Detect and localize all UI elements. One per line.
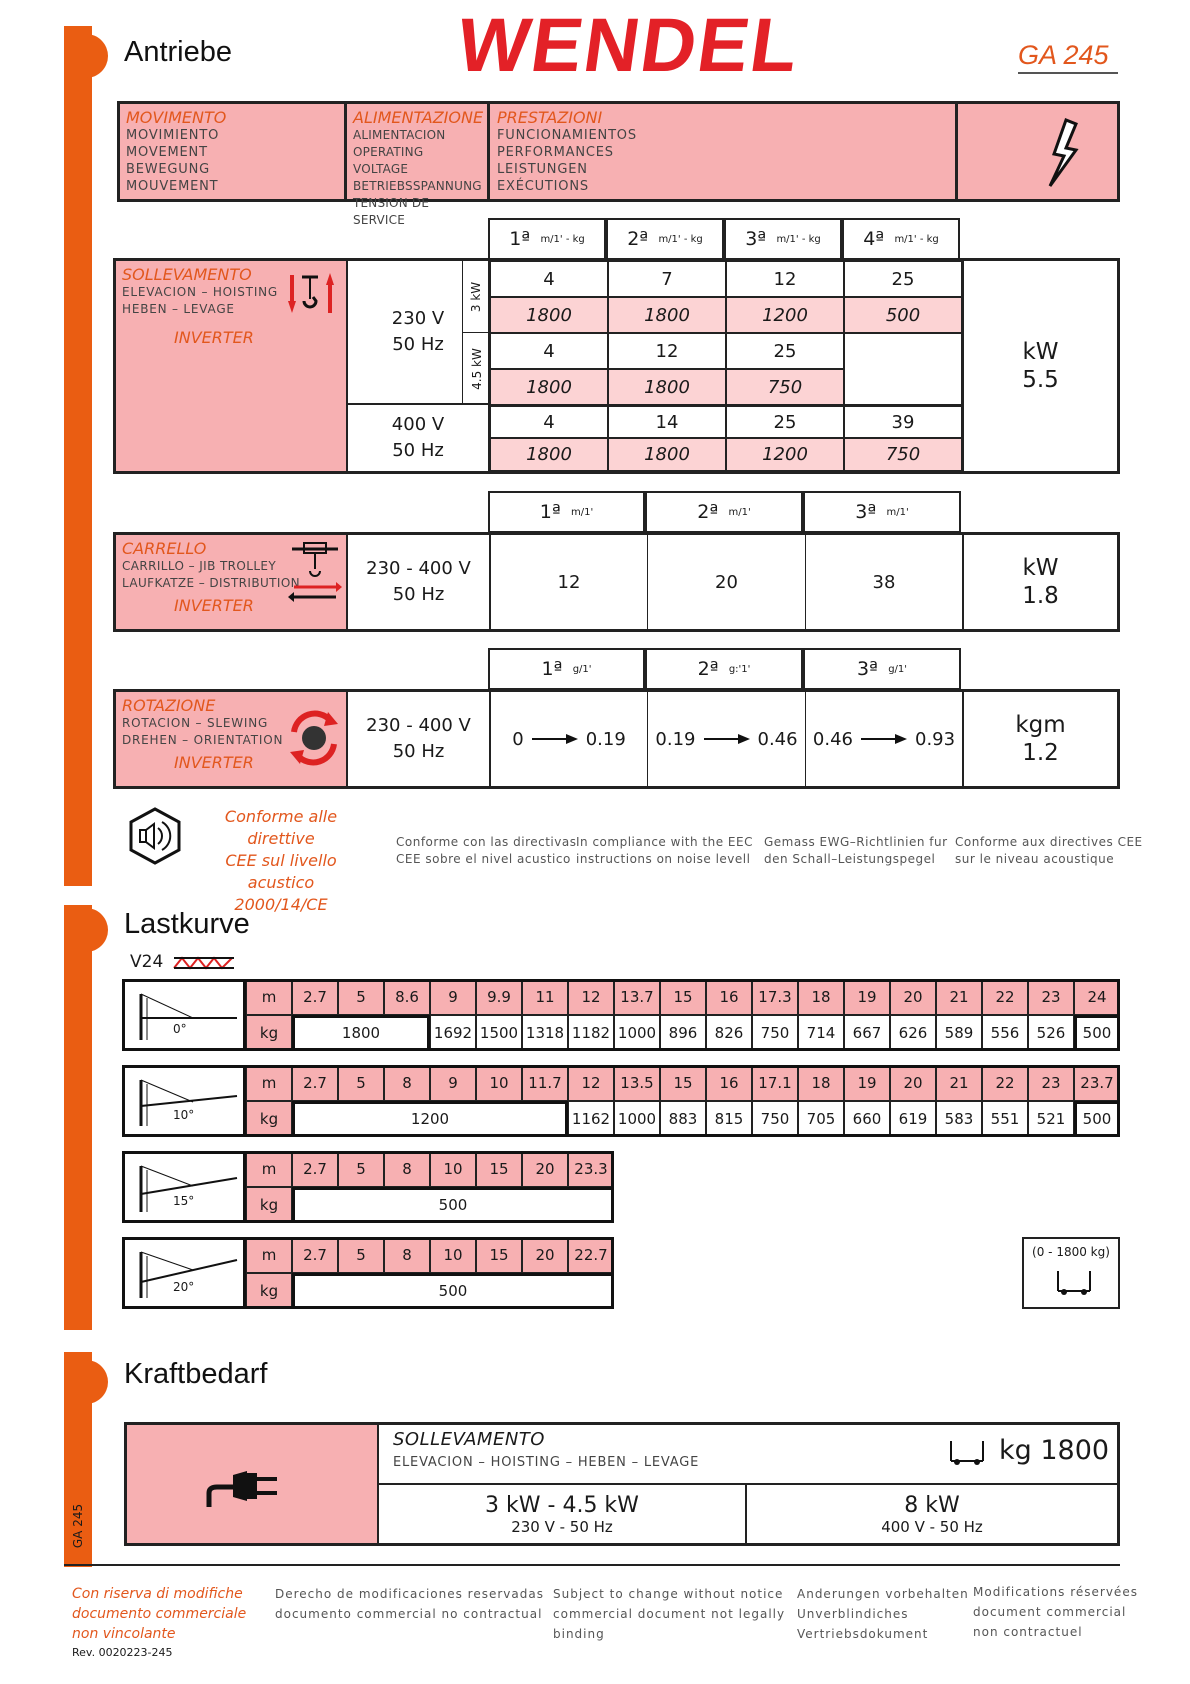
rotation-line: ROTACION – SLEWING	[122, 716, 269, 730]
radius-cell: 23.7	[1074, 1065, 1120, 1101]
radius-cell: 15	[660, 979, 706, 1015]
noise-en-line: instructions on noise levell	[576, 852, 751, 866]
noise-fr-line: Conforme aux directives CEE	[955, 835, 1143, 849]
hoist-kg-cell: 1800	[608, 369, 726, 405]
header-movimento-de: BEWEGUNG	[126, 162, 210, 177]
header-alimentazione-es: ALIMENTACION	[353, 128, 446, 142]
radius-cell: 10	[430, 1151, 476, 1187]
radius-cell: 24	[1074, 979, 1120, 1015]
capacity-cell: 750	[752, 1101, 798, 1137]
rotation-title: ROTAZIONE	[122, 696, 216, 715]
crane-angle-label: 15°	[173, 1194, 195, 1208]
hoist-speed-cell: 4	[490, 333, 608, 369]
trolley-value: 38	[872, 571, 896, 593]
hoist-kg-cell: 1800	[490, 369, 608, 405]
capacity-cell: 1000	[614, 1101, 660, 1137]
header-movimento-title: MOVIMENTO	[126, 108, 227, 127]
footer-de-line: Vertriebsdokument	[797, 1627, 929, 1641]
hoist-speed-head: 1ª	[509, 228, 531, 250]
radius-cell: 12	[568, 1065, 614, 1101]
rotation-line: DREHEN – ORIENTATION	[122, 733, 284, 747]
radius-cell: 17.1	[752, 1065, 798, 1101]
rotation-headers	[488, 648, 961, 690]
radius-cell: 10	[430, 1237, 476, 1273]
trolley-voltage-cell	[348, 535, 491, 629]
radius-cell: 5	[338, 1065, 384, 1101]
trolley-label-cell	[116, 535, 348, 629]
arrow-right-icon	[861, 734, 907, 744]
load-curve-20	[122, 1237, 622, 1309]
radius-cell: 13.7	[614, 979, 660, 1015]
power-option-voltage: 230 V - 50 Hz	[511, 1517, 613, 1536]
trolley-value: 20	[648, 535, 806, 629]
row-label-m: m	[246, 979, 292, 1015]
section-tab-antriebe	[64, 34, 108, 78]
hoist-kw3-label: 3 kW	[469, 281, 484, 312]
section-tab-lastkurve	[64, 908, 108, 952]
radius-cell: 19	[844, 1065, 890, 1101]
row-label-m: m	[246, 1237, 292, 1273]
radius-cell: 23	[1028, 1065, 1074, 1101]
radius-cell: 22.7	[568, 1237, 614, 1273]
hoist-speed-cell: 4	[490, 405, 608, 438]
capacity-cell: 705	[798, 1101, 844, 1137]
power-load: kg 1800	[999, 1435, 1110, 1466]
header-alimentazione	[347, 104, 490, 227]
rotation-head: 2ª	[697, 658, 719, 680]
hoist-speed-unit: m/1' - kg	[540, 233, 585, 245]
radius-cell: 8	[384, 1065, 430, 1101]
power-option-400	[747, 1485, 1117, 1543]
hoist-speed-cell: 39	[844, 405, 962, 438]
trolley-frequency: 50 Hz	[392, 584, 445, 605]
footer-fr-line: document commercial	[973, 1605, 1127, 1619]
power-option-kw: 3 kW - 4.5 kW	[485, 1492, 639, 1518]
rotation-table	[113, 689, 1120, 789]
capacity-span-cell: 500	[292, 1187, 614, 1223]
rotation-range-from: 0.19	[655, 728, 696, 750]
hoist-title: SOLLEVAMENTO	[122, 265, 252, 284]
drive-header-table	[117, 101, 1120, 227]
noise-it-line: 2000/14/CE	[234, 895, 328, 914]
radius-cell: 11.7	[522, 1065, 568, 1101]
hoist-value-grid	[490, 261, 962, 471]
noise-en-line: In compliance with the EEC	[576, 835, 753, 849]
row-label-kg: kg	[246, 1015, 292, 1051]
radius-cell: 22	[982, 979, 1028, 1015]
jib-label: V24	[130, 952, 164, 972]
hoist-speed-cell: 7	[608, 261, 726, 297]
trolley-unit: m/1'	[570, 506, 594, 518]
hoist-speed-cell: 25	[726, 405, 844, 438]
arrow-right-icon	[532, 734, 578, 744]
hoist-inverter: INVERTER	[174, 328, 254, 347]
header-alimentazione-de: BETRIEBSSPANNUNG	[353, 179, 482, 193]
capacity-cell: 500	[1074, 1015, 1120, 1051]
jib-icon	[172, 955, 238, 971]
hoist-line: HEBEN – LEVAGE	[122, 302, 235, 316]
rotation-power-cell	[962, 692, 1117, 786]
capacity-cell: 1318	[522, 1015, 568, 1051]
hoist-kg-cell: 500	[844, 297, 962, 333]
trolley-head: 1ª	[539, 501, 561, 523]
trolley-table	[113, 532, 1120, 632]
trolley-line: CARRILLO – JIB TROLLEY	[122, 559, 277, 573]
footer-en-line: commercial document not legally	[553, 1607, 786, 1621]
capacity-cell: 521	[1028, 1101, 1074, 1137]
crane-angle-label: 20°	[173, 1280, 195, 1294]
trolley-head: 2ª	[697, 501, 719, 523]
radius-cell: 16	[706, 1065, 752, 1101]
capacity-cell: 896	[660, 1015, 706, 1051]
capacity-cell: 815	[706, 1101, 752, 1137]
row-label-kg: kg	[246, 1273, 292, 1309]
section-title-antriebe: Antriebe	[124, 36, 233, 68]
footer-it-line: non vincolante	[72, 1626, 176, 1642]
footer-it-line: documento commerciale	[72, 1606, 247, 1622]
radius-cell: 20	[522, 1151, 568, 1187]
radius-cell: 8.6	[384, 979, 430, 1015]
header-alimentazione-title: ALIMENTAZIONE	[353, 108, 484, 127]
hoist-speed-unit: m/1' - kg	[894, 233, 939, 245]
capacity-cell: 883	[660, 1101, 706, 1137]
footer-de-line: Anderungen vorbehalten	[797, 1587, 969, 1601]
radius-cell: 20	[890, 1065, 936, 1101]
radius-cell: 5	[338, 1237, 384, 1273]
hoist-speed-cell: 25	[844, 261, 962, 297]
radius-cell: 19	[844, 979, 890, 1015]
footer-en-line: binding	[553, 1627, 605, 1641]
hoist-kg-cell: 1800	[490, 438, 608, 471]
header-prestazioni-fr: EXÉCUTIONS	[497, 179, 589, 194]
hoist-kw45-label-cell	[462, 333, 490, 405]
header-prestazioni-title: PRESTAZIONI	[497, 108, 603, 127]
footer-fr-line: non contractuel	[973, 1625, 1083, 1639]
radius-cell: 22	[982, 1065, 1028, 1101]
trolley-unit: m/1'	[886, 506, 909, 518]
rotation-unit: g/1'	[888, 663, 908, 675]
section-bar-antriebe	[64, 26, 92, 886]
radius-cell: 5	[338, 979, 384, 1015]
footer-es-line: Derecho de modificaciones reservadas	[275, 1587, 544, 1601]
noise-en	[576, 834, 753, 868]
radius-cell: 20	[522, 1237, 568, 1273]
noise-de	[764, 834, 948, 868]
section-title-kraftbedarf: Kraftbedarf	[124, 1358, 268, 1390]
power-title: SOLLEVAMENTO	[393, 1429, 545, 1450]
rotation-range-to: 0.93	[915, 728, 956, 750]
radius-cell: 15	[660, 1065, 706, 1101]
hoist-speed-cell: 25	[726, 333, 844, 369]
radius-cell: 17.3	[752, 979, 798, 1015]
arrow-right-icon	[704, 734, 750, 744]
hook-block-icon	[1054, 1269, 1094, 1299]
side-model-label: GA 245	[71, 1503, 86, 1549]
rotation-frequency: 50 Hz	[392, 741, 445, 762]
capacity-cell: 714	[798, 1015, 844, 1051]
trolley-line: LAUFKATZE – DISTRIBUTION	[122, 576, 301, 590]
hoist-speed-head: 3ª	[745, 228, 767, 250]
power-plug-icon	[203, 1461, 283, 1511]
section-title-lastkurve: Lastkurve	[124, 908, 250, 940]
hoist-kg-cell: 1200	[726, 438, 844, 471]
footer-it	[72, 1584, 246, 1644]
header-prestazioni	[490, 104, 958, 199]
noise-fr	[955, 834, 1143, 868]
radius-cell: 9	[430, 979, 476, 1015]
power-plug-cell	[127, 1425, 379, 1543]
load-curve-0	[122, 979, 1120, 1051]
model-underline	[1018, 72, 1118, 74]
noise-de-line: den Schall–Leistungspegel	[764, 852, 936, 866]
trolley-power-unit: kW	[1022, 555, 1059, 581]
capacity-span-cell: 1800	[292, 1015, 430, 1051]
hoist-speed-headers	[488, 218, 958, 258]
rotation-voltage-cell	[348, 692, 491, 786]
trolley-power-value: 1.8	[1022, 583, 1059, 609]
noise-fr-line: sur le niveau acoustique	[955, 852, 1115, 866]
capacity-cell: 526	[1028, 1015, 1074, 1051]
footer-es-line: documento commercial no contractual	[275, 1607, 543, 1621]
header-movimento-es: MOVIMIENTO	[126, 128, 220, 143]
footer-de	[797, 1584, 969, 1644]
section-bar-lastkurve	[64, 905, 92, 1330]
footer-en	[553, 1584, 785, 1644]
rotation-icon	[286, 710, 342, 766]
capacity-cell: 589	[936, 1015, 982, 1051]
noise-icon	[126, 806, 184, 866]
rotation-range-from: 0.46	[812, 728, 853, 750]
capacity-cell: 556	[982, 1015, 1028, 1051]
hoist-voltage-value: 400 V	[391, 414, 445, 435]
rotation-power-value: 1.2	[1022, 740, 1059, 766]
footer-it-line: Con riserva di modifiche	[72, 1586, 243, 1602]
radius-cell: 23	[1028, 979, 1074, 1015]
crane-jib-icon	[133, 988, 241, 1044]
radius-cell: 8	[384, 1237, 430, 1273]
noise-de-line: Gemass EWG–Richtlinien fur	[764, 835, 948, 849]
rotation-unit: g:'1'	[728, 663, 751, 675]
hoist-speed-cell: 14	[608, 405, 726, 438]
hoist-kg-cell: 750	[726, 369, 844, 405]
model-label: GA 245	[1018, 40, 1109, 70]
radius-cell: 15	[476, 1237, 522, 1273]
hoist-kg-cell: 1800	[608, 297, 726, 333]
capacity-span-cell: 500	[292, 1273, 614, 1309]
header-movimento-fr: MOUVEMENT	[126, 179, 219, 194]
radius-cell: 16	[706, 979, 752, 1015]
hoist-power-unit: kW	[1022, 339, 1059, 365]
crane-angle-cell	[122, 979, 246, 1051]
capacity-cell: 583	[936, 1101, 982, 1137]
rotation-range-to: 0.46	[757, 728, 798, 750]
capacity-cell: 660	[844, 1101, 890, 1137]
radius-cell: 11	[522, 979, 568, 1015]
footer-divider	[64, 1564, 1120, 1566]
rotation-inverter: INVERTER	[174, 753, 254, 772]
radius-cell: 10	[476, 1065, 522, 1101]
crane-angle-cell	[122, 1237, 246, 1309]
hoist-speed-head: 4ª	[863, 228, 885, 250]
power-option-230	[379, 1485, 747, 1543]
capacity-cell: 500	[1074, 1101, 1120, 1137]
trolley-power-cell	[962, 535, 1117, 629]
radius-cell: 15	[476, 1151, 522, 1187]
radius-cell: 23.3	[568, 1151, 614, 1187]
radius-cell: 2.7	[292, 979, 338, 1015]
rotation-range-to: 0.19	[585, 728, 626, 750]
footer-es	[275, 1584, 544, 1624]
hoist-kg-cell: 750	[844, 438, 962, 471]
hoist-voltage-value: 230 V	[391, 308, 445, 329]
radius-cell: 21	[936, 979, 982, 1015]
capacity-cell: 626	[890, 1015, 936, 1051]
hoist-speed-cell: 12	[608, 333, 726, 369]
hoist-label-cell	[116, 261, 348, 471]
power-option-voltage: 400 V - 50 Hz	[881, 1517, 983, 1536]
hoist-speed-head: 2ª	[627, 228, 649, 250]
crane-angle-cell	[122, 1151, 246, 1223]
radius-cell: 18	[798, 979, 844, 1015]
radius-cell: 20	[890, 979, 936, 1015]
radius-cell: 2.7	[292, 1151, 338, 1187]
noise-it-line: Conforme alle direttive	[224, 807, 338, 848]
hoist-frequency-value: 50 Hz	[392, 440, 444, 461]
row-label-m: m	[246, 1065, 292, 1101]
radius-cell: 9	[430, 1065, 476, 1101]
hoist-speed-cell: 12	[726, 261, 844, 297]
noise-es-line: Conforme con las directivas	[396, 835, 577, 849]
section-tab-kraftbedarf	[64, 1360, 108, 1404]
hoist-frequency-value: 50 Hz	[392, 334, 444, 355]
header-movimento-en: MOVEMENT	[126, 145, 208, 160]
capacity-cell: 1162	[568, 1101, 614, 1137]
crane-angle-label: 10°	[173, 1108, 195, 1122]
header-movimento	[120, 104, 347, 199]
load-curve-15	[122, 1151, 622, 1223]
brand-logo: WENDEL	[452, 3, 806, 88]
header-alimentazione-fr: TENSION DE SERVICE	[353, 196, 430, 227]
hoist-speed-unit: m/1' - kg	[658, 233, 703, 245]
hoist-speed-cell: 4	[490, 261, 608, 297]
rotation-head: 1ª	[541, 658, 563, 680]
power-header-cell	[379, 1425, 1117, 1485]
rotation-voltage: 230 - 400 V	[366, 715, 471, 736]
lightning-icon	[1020, 112, 1100, 192]
hook-range-label: (0 - 1800 kg)	[1032, 1245, 1110, 1259]
revision-label: Rev. 0020223-245	[72, 1646, 173, 1659]
noise-es	[396, 834, 576, 868]
crane-angle-label: 0°	[173, 1022, 187, 1036]
noise-it	[196, 806, 366, 916]
hook-range-box	[1022, 1237, 1120, 1309]
hoist-kg-cell: 1800	[608, 438, 726, 471]
trolley-inverter: INVERTER	[174, 596, 254, 615]
capacity-cell: 1000	[614, 1015, 660, 1051]
rotation-range	[648, 692, 806, 786]
capacity-cell: 619	[890, 1101, 936, 1137]
header-alimentazione-en: OPERATING VOLTAGE	[353, 145, 424, 176]
capacity-cell: 551	[982, 1101, 1028, 1137]
rotation-unit: g/1'	[572, 663, 592, 675]
trolley-voltage: 230 - 400 V	[366, 558, 471, 579]
power-option-kw: 8 kW	[904, 1492, 960, 1518]
rotation-range-from: 0	[512, 728, 524, 750]
trolley-unit: m/1'	[728, 506, 751, 518]
hook-block-icon	[947, 1439, 987, 1469]
radius-cell: 8	[384, 1151, 430, 1187]
trolley-title: CARRELLO	[122, 539, 207, 558]
rotation-head: 3ª	[856, 658, 879, 680]
footer-fr	[973, 1582, 1138, 1642]
hoist-speed-cell-empty	[844, 333, 962, 405]
radius-cell: 2.7	[292, 1237, 338, 1273]
row-label-m: m	[246, 1151, 292, 1187]
radius-cell: 21	[936, 1065, 982, 1101]
capacity-cell: 667	[844, 1015, 890, 1051]
hoist-table	[113, 258, 1120, 474]
footer-en-line: Subject to change without notice	[553, 1587, 784, 1601]
capacity-span-cell: 1200	[292, 1101, 568, 1137]
power-requirement-table	[124, 1422, 1120, 1546]
header-prestazioni-es: FUNCIONAMIENTOS	[497, 128, 637, 143]
radius-cell: 9.9	[476, 979, 522, 1015]
footer-de-line: Unverblindiches	[797, 1607, 909, 1621]
hoist-line: ELEVACION – HOISTING	[122, 285, 279, 299]
radius-cell: 5	[338, 1151, 384, 1187]
radius-cell: 2.7	[292, 1065, 338, 1101]
hoist-power-value: 5.5	[1022, 367, 1059, 393]
rotation-power-unit: kgm	[1015, 712, 1066, 738]
trolley-icon	[288, 539, 342, 605]
header-prestazioni-en: PERFORMANCES	[497, 145, 614, 160]
rotation-label-cell	[116, 692, 348, 786]
hoist-voltage-400	[348, 405, 490, 471]
capacity-cell: 1500	[476, 1015, 522, 1051]
radius-cell: 12	[568, 979, 614, 1015]
hoist-kg-cell: 1200	[726, 297, 844, 333]
power-subtitle: ELEVACION – HOISTING – HEBEN – LEVAGE	[393, 1455, 700, 1470]
radius-cell: 18	[798, 1065, 844, 1101]
trolley-headers	[488, 491, 961, 533]
capacity-cell: 1182	[568, 1015, 614, 1051]
hoist-power-cell	[962, 261, 1117, 471]
trolley-head: 3ª	[855, 501, 877, 523]
hoist-hook-icon	[288, 271, 340, 321]
capacity-cell: 750	[752, 1015, 798, 1051]
rotation-range	[806, 692, 962, 786]
footer-fr-line: Modifications réservées	[973, 1585, 1138, 1599]
noise-it-line: CEE sul livello acustico	[225, 851, 337, 892]
trolley-value: 12	[491, 535, 648, 629]
radius-cell: 13.5	[614, 1065, 660, 1101]
hoist-kw45-label: 4.5 kW	[469, 348, 484, 390]
capacity-cell: 826	[706, 1015, 752, 1051]
rotation-range	[491, 692, 648, 786]
hoist-kg-cell: 1800	[490, 297, 608, 333]
row-label-kg: kg	[246, 1101, 292, 1137]
header-prestazioni-de: LEISTUNGEN	[497, 162, 588, 177]
crane-angle-cell	[122, 1065, 246, 1137]
hoist-speed-unit: m/1' - kg	[776, 233, 821, 245]
noise-es-line: CEE sobre el nivel acustico	[396, 852, 571, 866]
row-label-kg: kg	[246, 1187, 292, 1223]
hoist-kw3-label-cell	[462, 261, 490, 333]
capacity-cell: 1692	[430, 1015, 476, 1051]
load-curve-10	[122, 1065, 1120, 1137]
